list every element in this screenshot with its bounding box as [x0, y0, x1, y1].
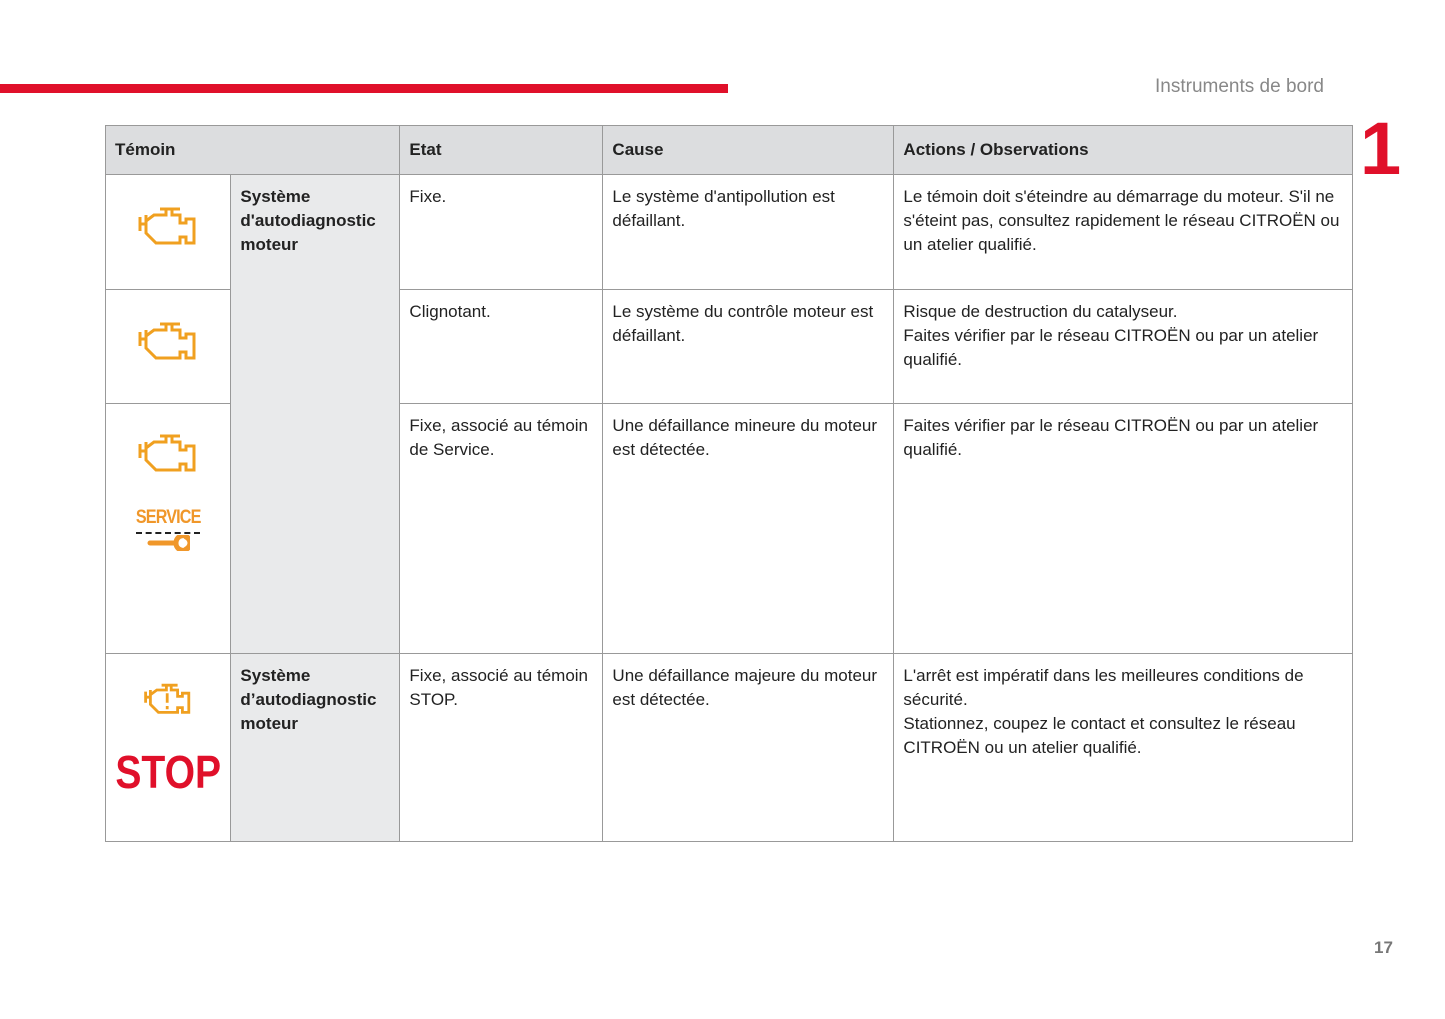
- indicator-cell: [106, 654, 231, 842]
- header-etat: Etat: [400, 126, 603, 175]
- chapter-number: 1: [1360, 107, 1402, 190]
- header-temoin: Témoin: [106, 126, 400, 175]
- table-header: [106, 126, 1353, 175]
- engine-icon: [138, 203, 198, 247]
- actions-cell: Risque de destruction du catalyseur. Faites vérifier par le réseau CITROËN ou par un atelier qualifié.: [894, 290, 1353, 404]
- engine-warning-icon: [144, 680, 192, 716]
- page-number: 17: [1374, 938, 1393, 957]
- indicator-cell: [106, 290, 231, 404]
- dashed-divider: [136, 532, 200, 534]
- cause-cell: Une défaillance mineure du moteur est détectée.: [603, 404, 894, 654]
- etat-cell: Fixe, associé au témoin de Service.: [400, 404, 603, 654]
- indicator-cell: [106, 175, 231, 290]
- warning-lights-table: [105, 125, 1353, 842]
- cause-cell: Une défaillance majeure du moteur est détectée.: [603, 654, 894, 842]
- cause-cell: Le système d'antipollution est défaillant.: [603, 175, 894, 290]
- table-row: [106, 654, 1353, 842]
- engine-icon: [138, 430, 198, 474]
- table-row: [106, 175, 1353, 290]
- header-red-bar: [0, 84, 728, 93]
- etat-cell: Clignotant.: [400, 290, 603, 404]
- system-label: Système d’autodiagnostic moteur: [231, 654, 400, 842]
- etat-cell: Fixe.: [400, 175, 603, 290]
- engine-icon: [138, 318, 198, 362]
- actions-cell: Faites vérifier par le réseau CITROËN ou par un atelier qualifié.: [894, 404, 1353, 654]
- actions-cell: Le témoin doit s'éteindre au démarrage du moteur. S'il ne s'éteint pas, consultez rapidement le réseau CITROËN ou un atelier qualifié.: [894, 175, 1353, 290]
- indicator-cell: [106, 404, 231, 654]
- system-label: Système d'autodiagnostic moteur: [231, 175, 400, 654]
- header-actions: Actions / Observations: [894, 126, 1353, 175]
- cause-cell: Le système du contrôle moteur est défaillant.: [603, 290, 894, 404]
- wrench-icon: [146, 535, 190, 551]
- header-cause: Cause: [603, 126, 894, 175]
- actions-cell: L'arrêt est impératif dans les meilleures conditions de sécurité. Stationnez, coupez le contact et consultez le réseau CITROËN ou un atelier qualifié.: [894, 654, 1353, 842]
- stop-indicator-label: STOP: [115, 746, 222, 798]
- section-title: Instruments de bord: [1155, 76, 1324, 97]
- service-indicator-label: SERVICE: [135, 507, 201, 528]
- etat-cell: Fixe, associé au témoin STOP.: [400, 654, 603, 842]
